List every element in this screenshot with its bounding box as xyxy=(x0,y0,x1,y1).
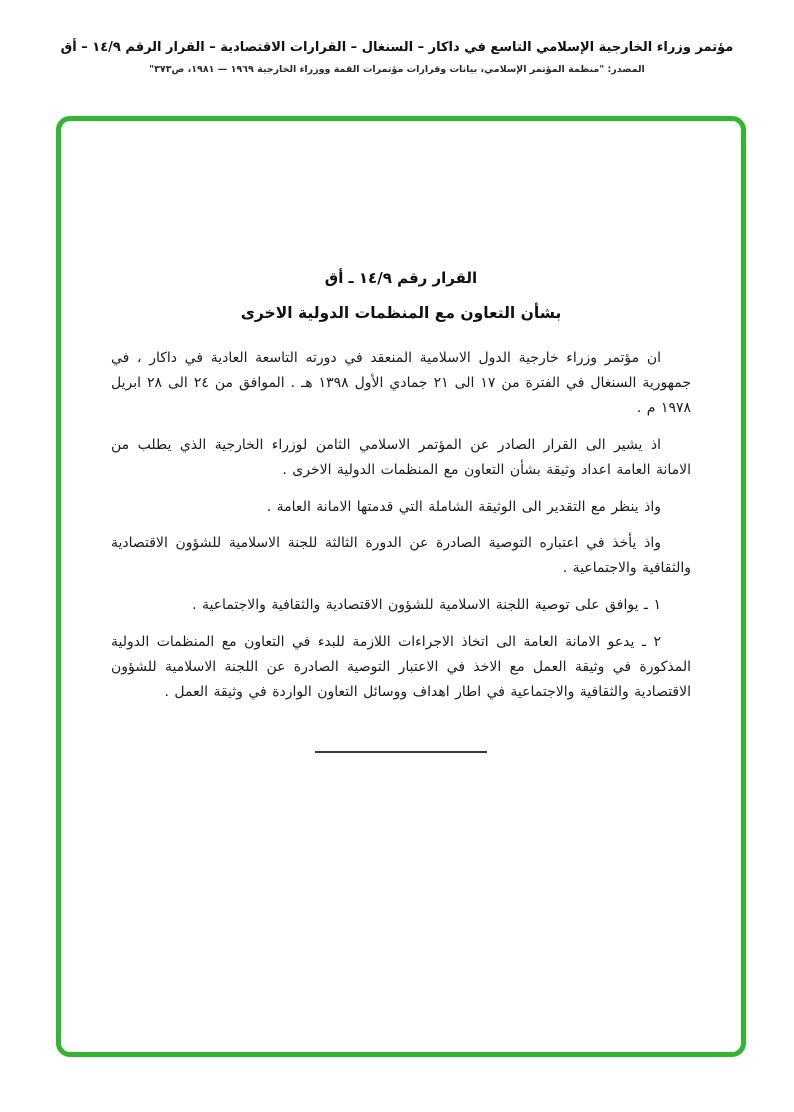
header-source-line: المصدر: "منظمة المؤتمر الإسلامي، بيانات وقرارات مؤتمرات القمة ووزراء الخارجية ١٩٦٩ — ١٩٨١، ص٣٧٣" xyxy=(149,64,645,75)
paragraph-preamble: ان مؤتمر وزراء خارجية الدول الاسلامية المنعقد في دورته التاسعة العادية في داكار ، في جمهورية السنغال في الفترة من ١٧ الى ٢١ جمادي الأول ١٣٩٨ هـ . الموافق من ٢٤ الى ٢٨ ابريل ١٩٧٨ م . xyxy=(111,350,691,416)
document-header xyxy=(0,0,794,75)
paragraph-recalling-resolution: اذ يشير الى القرار الصادر عن المؤتمر الاسلامي الثامن لوزراء الخارجية الذي يطلب من الامانة العامة اعداد وثيقة بشأن التعاون مع المنظمات الدولية الاخرى . xyxy=(111,436,691,478)
scanned-page-frame xyxy=(56,116,746,1057)
operative-item-1: ١ ـ يوافق على توصية اللجنة الاسلامية للشؤون الاقتصادية والثقافية والاجتماعية . xyxy=(192,597,661,614)
end-divider-rule xyxy=(315,751,487,753)
resolution-subject-title: بشأن التعاون مع المنظمات الدولية الاخرى xyxy=(240,304,562,322)
resolution-number-title: القرار رقم ١٤/٩ ـ أق xyxy=(324,269,478,287)
document-body xyxy=(61,121,741,753)
paragraph-considering-recommendation: واذ يأخذ في اعتباره التوصية الصادرة عن الدورة الثالثة للجنة الاسلامية للشؤون الاقتصادية والثقافية والاجتماعية . xyxy=(111,535,691,577)
operative-item-2: ٢ ـ يدعو الامانة العامة الى اتخاذ الاجراءات اللازمة للبدء في التعاون مع المنظمات الدولية المذكورة في وثيقة العمل مع الاخذ في الاعتبار التوصية الصادرة عن اللجنة الاسلامية للشؤون الاقتصادية والثقافية والاجتماعية في اطار اهداف ووسائل التعاون الواردة في وثيقة العمل . xyxy=(111,634,691,700)
paragraph-noting-document: واذ ينظر مع التقدير الى الوثيقة الشاملة التي قدمتها الامانة العامة . xyxy=(266,498,661,515)
header-title-line: مؤتمر وزراء الخارجية الإسلامي التاسع في داكار – السنغال – القرارات الاقتصادية – القرار الرقم ١٤/٩ – أق xyxy=(60,40,734,55)
